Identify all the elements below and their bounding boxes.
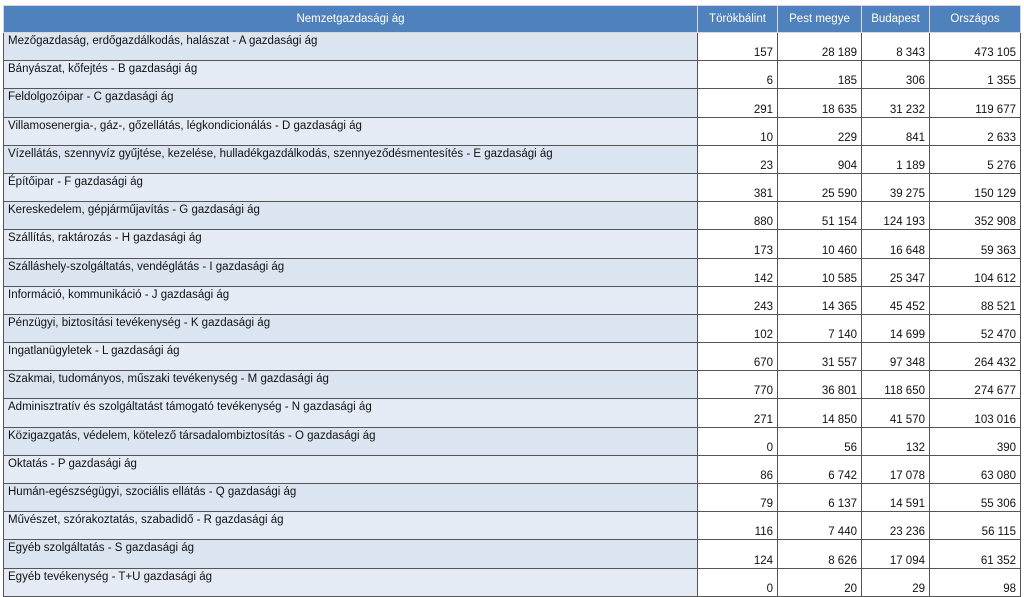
value-budapest: 841 [862, 117, 930, 145]
value-pest-megye: 31 557 [778, 343, 862, 371]
value-torokbalint: 880 [698, 202, 778, 230]
sector-name: Vízellátás, szennyvíz gyűjtése, kezelése, hulladékgazdálkodás, szennyeződésmentesítés - E gazdasági ág [4, 145, 698, 173]
value-budapest: 1 189 [862, 145, 930, 173]
table-row [4, 89, 1021, 117]
value-pest-megye: 6 742 [778, 455, 862, 483]
table-row [4, 484, 1021, 512]
value-orszagos: 473 105 [930, 33, 1021, 61]
value-orszagos: 5 276 [930, 145, 1021, 173]
value-torokbalint: 79 [698, 484, 778, 512]
value-pest-megye: 7 440 [778, 512, 862, 540]
value-budapest: 8 343 [862, 33, 930, 61]
value-torokbalint: 6 [698, 61, 778, 89]
header-torokbalint: Törökbálint [698, 6, 778, 33]
value-pest-megye: 185 [778, 61, 862, 89]
table-row [4, 314, 1021, 342]
table-row [4, 568, 1021, 596]
value-torokbalint: 142 [698, 258, 778, 286]
value-pest-megye: 36 801 [778, 371, 862, 399]
table-row [4, 33, 1021, 61]
value-torokbalint: 670 [698, 343, 778, 371]
table-row [4, 173, 1021, 201]
value-budapest: 132 [862, 427, 930, 455]
sector-name: Építőipar - F gazdasági ág [4, 173, 698, 201]
value-orszagos: 52 470 [930, 314, 1021, 342]
value-torokbalint: 770 [698, 371, 778, 399]
header-sector: Nemzetgazdasági ág [4, 6, 698, 33]
value-pest-megye: 10 460 [778, 230, 862, 258]
value-orszagos: 390 [930, 427, 1021, 455]
sector-name: Villamosenergia-, gáz-, gőzellátás, légkondicionálás - D gazdasági ág [4, 117, 698, 145]
value-pest-megye: 25 590 [778, 173, 862, 201]
value-orszagos: 104 612 [930, 258, 1021, 286]
value-pest-megye: 7 140 [778, 314, 862, 342]
table-row [4, 455, 1021, 483]
sector-name: Közigazgatás, védelem, kötelező társadalombiztosítás - O gazdasági ág [4, 427, 698, 455]
value-pest-megye: 229 [778, 117, 862, 145]
sector-name: Szálláshely-szolgáltatás, vendéglátás - I gazdasági ág [4, 258, 698, 286]
header-row [4, 6, 1021, 33]
value-orszagos: 59 363 [930, 230, 1021, 258]
value-torokbalint: 86 [698, 455, 778, 483]
sector-name: Szakmai, tudományos, műszaki tevékenység - M gazdasági ág [4, 371, 698, 399]
value-torokbalint: 116 [698, 512, 778, 540]
sector-name: Mezőgazdaság, erdőgazdálkodás, halászat - A gazdasági ág [4, 33, 698, 61]
value-budapest: 17 078 [862, 455, 930, 483]
value-torokbalint: 0 [698, 568, 778, 596]
table-row [4, 399, 1021, 427]
value-torokbalint: 124 [698, 540, 778, 568]
value-torokbalint: 157 [698, 33, 778, 61]
sector-name: Bányászat, kőfejtés - B gazdasági ág [4, 61, 698, 89]
value-orszagos: 1 355 [930, 61, 1021, 89]
value-pest-megye: 904 [778, 145, 862, 173]
value-torokbalint: 173 [698, 230, 778, 258]
value-orszagos: 55 306 [930, 484, 1021, 512]
value-budapest: 45 452 [862, 286, 930, 314]
value-budapest: 17 094 [862, 540, 930, 568]
table-row [4, 540, 1021, 568]
value-pest-megye: 14 850 [778, 399, 862, 427]
table-row [4, 427, 1021, 455]
header-budapest: Budapest [862, 6, 930, 33]
table-row [4, 61, 1021, 89]
value-pest-megye: 51 154 [778, 202, 862, 230]
value-budapest: 39 275 [862, 173, 930, 201]
value-orszagos: 2 633 [930, 117, 1021, 145]
value-budapest: 25 347 [862, 258, 930, 286]
value-budapest: 29 [862, 568, 930, 596]
sector-name: Szállítás, raktározás - H gazdasági ág [4, 230, 698, 258]
table-row [4, 230, 1021, 258]
value-orszagos: 61 352 [930, 540, 1021, 568]
value-budapest: 23 236 [862, 512, 930, 540]
value-orszagos: 63 080 [930, 455, 1021, 483]
sector-name: Adminisztratív és szolgáltatást támogató tevékenység - N gazdasági ág [4, 399, 698, 427]
value-torokbalint: 381 [698, 173, 778, 201]
value-budapest: 14 591 [862, 484, 930, 512]
header-orszagos: Országos [930, 6, 1021, 33]
table-row [4, 286, 1021, 314]
value-pest-megye: 20 [778, 568, 862, 596]
value-torokbalint: 23 [698, 145, 778, 173]
value-orszagos: 119 677 [930, 89, 1021, 117]
value-torokbalint: 271 [698, 399, 778, 427]
sector-name: Egyéb tevékenység - T+U gazdasági ág [4, 568, 698, 596]
value-orszagos: 150 129 [930, 173, 1021, 201]
value-orszagos: 98 [930, 568, 1021, 596]
value-torokbalint: 10 [698, 117, 778, 145]
table-row [4, 343, 1021, 371]
value-budapest: 124 193 [862, 202, 930, 230]
value-torokbalint: 102 [698, 314, 778, 342]
value-pest-megye: 18 635 [778, 89, 862, 117]
table-row [4, 258, 1021, 286]
value-orszagos: 56 115 [930, 512, 1021, 540]
value-budapest: 14 699 [862, 314, 930, 342]
value-pest-megye: 56 [778, 427, 862, 455]
sector-name: Művészet, szórakoztatás, szabadidő - R gazdasági ág [4, 512, 698, 540]
value-budapest: 16 648 [862, 230, 930, 258]
sector-name: Oktatás - P gazdasági ág [4, 455, 698, 483]
value-torokbalint: 243 [698, 286, 778, 314]
sector-name: Pénzügyi, biztosítási tevékenység - K gazdasági ág [4, 314, 698, 342]
value-orszagos: 352 908 [930, 202, 1021, 230]
value-budapest: 306 [862, 61, 930, 89]
table-row [4, 145, 1021, 173]
value-torokbalint: 291 [698, 89, 778, 117]
value-pest-megye: 10 585 [778, 258, 862, 286]
value-budapest: 118 650 [862, 371, 930, 399]
sector-name: Humán-egészségügyi, szociális ellátás - Q gazdasági ág [4, 484, 698, 512]
value-pest-megye: 8 626 [778, 540, 862, 568]
value-budapest: 97 348 [862, 343, 930, 371]
value-budapest: 31 232 [862, 89, 930, 117]
header-pest-megye: Pest megye [778, 6, 862, 33]
table-row [4, 371, 1021, 399]
sector-name: Feldolgozóipar - C gazdasági ág [4, 89, 698, 117]
value-pest-megye: 6 137 [778, 484, 862, 512]
table-row [4, 512, 1021, 540]
value-budapest: 41 570 [862, 399, 930, 427]
sector-name: Egyéb szolgáltatás - S gazdasági ág [4, 540, 698, 568]
value-orszagos: 88 521 [930, 286, 1021, 314]
table-row [4, 202, 1021, 230]
value-torokbalint: 0 [698, 427, 778, 455]
value-orszagos: 264 432 [930, 343, 1021, 371]
value-orszagos: 274 677 [930, 371, 1021, 399]
value-orszagos: 103 016 [930, 399, 1021, 427]
sector-name: Kereskedelem, gépjárműjavítás - G gazdasági ág [4, 202, 698, 230]
sector-name: Ingatlanügyletek - L gazdasági ág [4, 343, 698, 371]
value-pest-megye: 28 189 [778, 33, 862, 61]
table-row [4, 117, 1021, 145]
data-table [3, 5, 1021, 597]
value-pest-megye: 14 365 [778, 286, 862, 314]
sector-name: Információ, kommunikáció - J gazdasági ág [4, 286, 698, 314]
